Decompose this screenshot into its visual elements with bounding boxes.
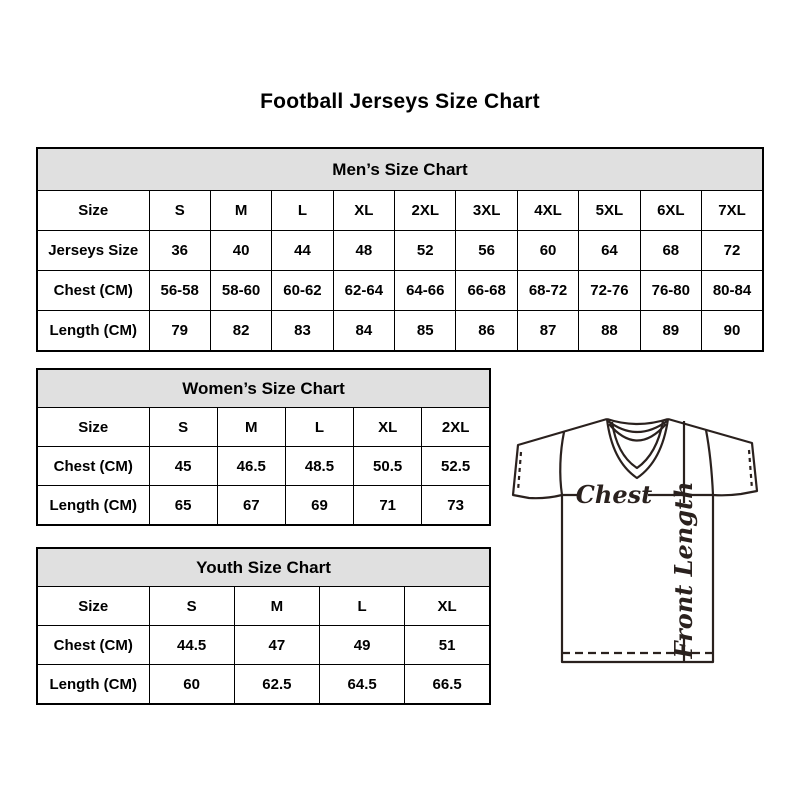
data-cell: 44 (272, 231, 333, 271)
page-title: Football Jerseys Size Chart (260, 90, 540, 113)
data-cell: 76-80 (640, 271, 701, 311)
data-cell: 71 (354, 486, 422, 526)
data-cell: 67 (217, 486, 285, 526)
size-column-header: 2XL (395, 191, 456, 231)
jersey-right-armhole-seam (706, 430, 713, 495)
data-cell: 47 (234, 626, 319, 665)
size-column-header: XL (354, 408, 422, 447)
size-column-header: S (149, 191, 210, 231)
data-cell: 44.5 (149, 626, 234, 665)
data-cell: 72-76 (579, 271, 640, 311)
data-cell: 51 (405, 626, 490, 665)
front-length-label: Front Length (669, 481, 698, 659)
data-cell: 88 (579, 311, 640, 352)
data-cell: 36 (149, 231, 210, 271)
row-label-cell: Chest (CM) (37, 271, 149, 311)
size-column-header: L (320, 587, 405, 626)
size-column-header: 4XL (517, 191, 578, 231)
size-header-label: Size (37, 587, 149, 626)
data-cell: 50.5 (354, 447, 422, 486)
data-cell: 48 (333, 231, 394, 271)
data-cell: 68-72 (517, 271, 578, 311)
data-cell: 65 (149, 486, 217, 526)
jersey-left-cuff-stitch (518, 452, 521, 491)
jersey-left-armhole-seam (560, 432, 564, 495)
data-cell: 64-66 (395, 271, 456, 311)
jersey-vneck-outer (607, 419, 668, 478)
row-label-cell: Length (CM) (37, 665, 149, 705)
data-cell: 52.5 (422, 447, 490, 486)
size-header-label: Size (37, 408, 149, 447)
table-title: Women’s Size Chart (37, 369, 490, 408)
size-column-header: 2XL (422, 408, 490, 447)
size-column-header: S (149, 408, 217, 447)
data-cell: 64.5 (320, 665, 405, 705)
data-cell: 45 (149, 447, 217, 486)
size-column-header: L (272, 191, 333, 231)
data-cell: 80-84 (702, 271, 763, 311)
womens-size-table (36, 368, 491, 526)
row-label-cell: Length (CM) (37, 311, 149, 352)
size-column-header: M (210, 191, 271, 231)
data-cell: 52 (395, 231, 456, 271)
data-cell: 84 (333, 311, 394, 352)
data-cell: 62-64 (333, 271, 394, 311)
chest-label: Chest (575, 480, 653, 509)
data-cell: 79 (149, 311, 210, 352)
data-cell: 68 (640, 231, 701, 271)
data-cell: 73 (422, 486, 490, 526)
data-cell: 62.5 (234, 665, 319, 705)
size-column-header: S (149, 587, 234, 626)
data-cell: 85 (395, 311, 456, 352)
size-column-header: XL (333, 191, 394, 231)
youth-size-table (36, 547, 491, 705)
row-label-cell: Length (CM) (37, 486, 149, 526)
size-column-header: 6XL (640, 191, 701, 231)
data-cell: 56-58 (149, 271, 210, 311)
data-cell: 87 (517, 311, 578, 352)
data-cell: 60-62 (272, 271, 333, 311)
data-cell: 86 (456, 311, 517, 352)
data-cell: 66.5 (405, 665, 490, 705)
jersey-measurement-diagram (502, 407, 766, 671)
data-cell: 64 (579, 231, 640, 271)
data-cell: 82 (210, 311, 271, 352)
data-cell: 90 (702, 311, 763, 352)
data-cell: 56 (456, 231, 517, 271)
jersey-right-cuff-stitch (749, 450, 752, 489)
size-column-header: L (285, 408, 353, 447)
data-cell: 60 (149, 665, 234, 705)
row-label-cell: Chest (CM) (37, 626, 149, 665)
data-cell: 58-60 (210, 271, 271, 311)
size-column-header: 5XL (579, 191, 640, 231)
size-column-header: M (234, 587, 319, 626)
size-column-header: XL (405, 587, 490, 626)
table-title: Men’s Size Chart (37, 148, 763, 191)
size-column-header: 3XL (456, 191, 517, 231)
size-column-header: M (217, 408, 285, 447)
table-title: Youth Size Chart (37, 548, 490, 587)
data-cell: 69 (285, 486, 353, 526)
data-cell: 83 (272, 311, 333, 352)
mens-size-table (36, 147, 764, 352)
data-cell: 46.5 (217, 447, 285, 486)
data-cell: 72 (702, 231, 763, 271)
data-cell: 60 (517, 231, 578, 271)
data-cell: 66-68 (456, 271, 517, 311)
data-cell: 89 (640, 311, 701, 352)
data-cell: 48.5 (285, 447, 353, 486)
size-column-header: 7XL (702, 191, 763, 231)
row-label-cell: Chest (CM) (37, 447, 149, 486)
data-cell: 49 (320, 626, 405, 665)
row-label-cell: Jerseys Size (37, 231, 149, 271)
data-cell: 40 (210, 231, 271, 271)
size-header-label: Size (37, 191, 149, 231)
